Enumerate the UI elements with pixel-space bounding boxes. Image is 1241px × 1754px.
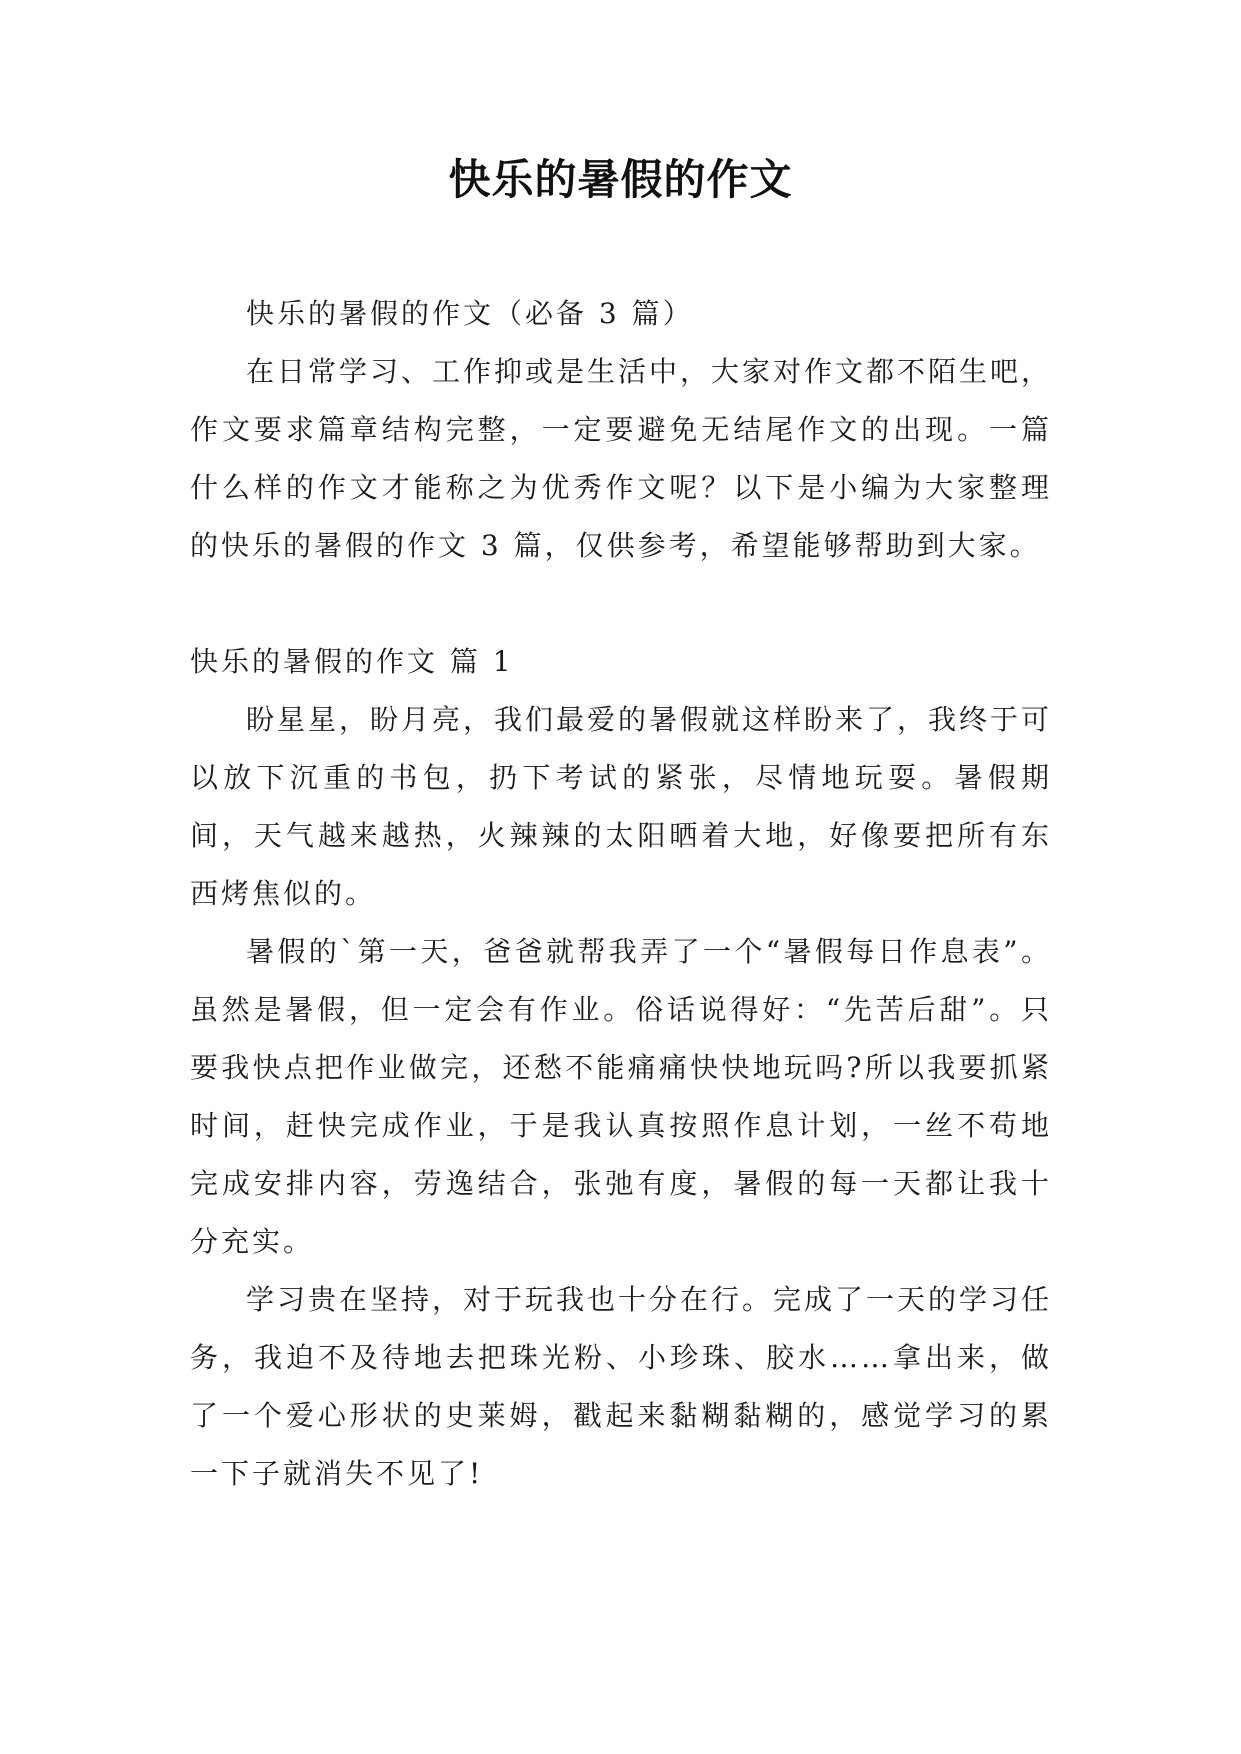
essay-paragraph: 学习贵在坚持，对于玩我也十分在行。完成了一天的学习任务，我迫不及待地去把珠光粉、小珍珠、胶水……拿出来，做了一个爱心形状的史莱姆，戳起来黏糊黏糊的，感觉学习的累一下子就消失不见了! xyxy=(190,1283,1053,1490)
document-body xyxy=(190,285,1052,1503)
essay-paragraph: 盼星星，盼月亮，我们最爱的暑假就这样盼来了，我终于可以放下沉重的书包，扔下考试的紧张，尽情地玩耍。暑假期间，天气越来越热，火辣辣的太阳晒着大地，好像要把所有东西烤焦似的。 xyxy=(190,703,1053,910)
section-spacer xyxy=(190,575,1052,633)
essay-paragraph: 暑假的`第一天，爸爸就帮我弄了一个“暑假每日作息表”。虽然是暑假，但一定会有作业。俗话说得好：“先苦后甜”。只要我快点把作业做完，还愁不能痛痛快快地玩吗?所以我要抓紧时间，赶快完成作业，于是我认真按照作息计划，一丝不苟地完成安排内容，劳逸结合，张弛有度，暑假的每一天都让我十分充实。 xyxy=(190,935,1052,1258)
section-heading: 快乐的暑假的作文 篇 1 xyxy=(190,645,514,678)
document-title: 快乐的暑假的作文 xyxy=(448,155,793,204)
intro-paragraph: 在日常学习、工作抑或是生活中，大家对作文都不陌生吧，作文要求篇章结构完整，一定要避免无结尾作文的出现。一篇什么样的作文才能称之为优秀作文呢？以下是小编为大家整理的快乐的暑假的作文 3 篇，仅供参考，希望能够帮助到大家。 xyxy=(190,355,1053,562)
document-subtitle: 快乐的暑假的作文（必备 3 篇） xyxy=(246,297,694,330)
